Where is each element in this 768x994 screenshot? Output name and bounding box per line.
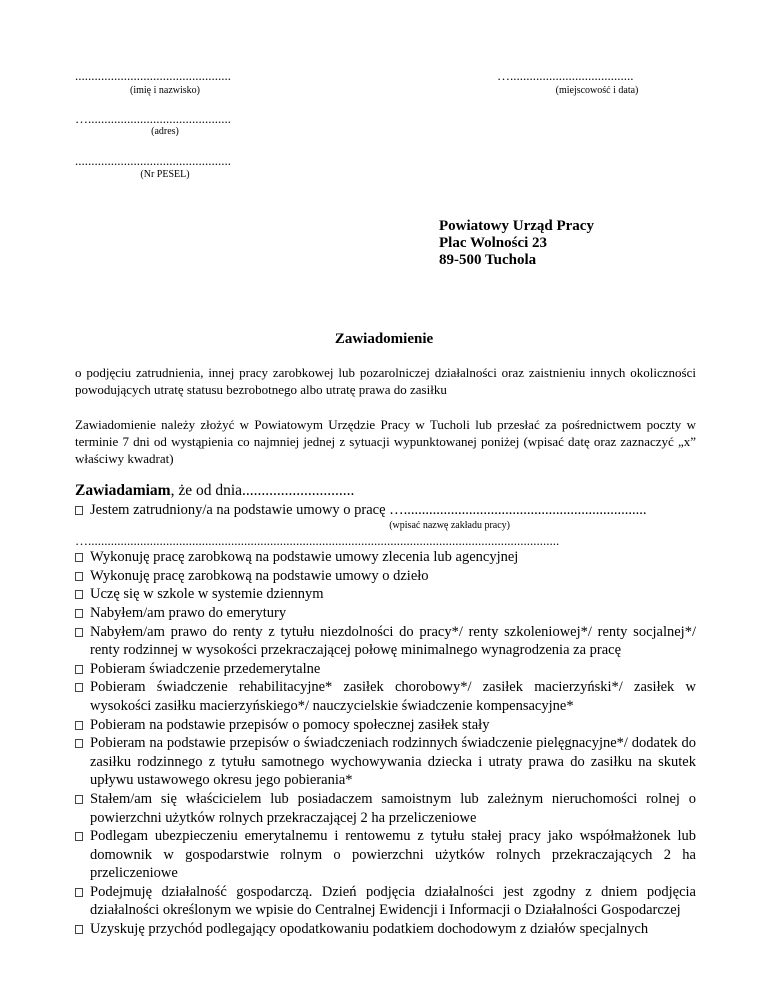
option-text: Pobieram na podstawie przepisów o świadczeniach rodzinnych świadczenie pielęgnacyjne*/ dodatek do zasiłku rodzinnego z tytułu samotnego wychowywania dziecka i utraty prawa do zasiłku na skutek upływu ustawowego okresu jego pobierania*	[90, 735, 696, 789]
option-text: Pobieram świadczenie przedemerytalne	[90, 660, 321, 677]
checkbox[interactable]	[75, 506, 83, 515]
option-text: Wykonuję pracę zarobkową na podstawie umowy o dzieło	[90, 567, 429, 584]
recipient-line-1: Powiatowy Urząd Pracy	[439, 218, 594, 234]
instruction-paragraph: Zawiadomienie należy złożyć w Powiatowym Urzędzie Pracy w Tucholi lub przesłać za pośrednictwem poczty w terminie 7 dni od wystąpienia co najmniej jednej z sytuacji wypunktowanej poniżej (wpisać datę oraz zaznaczyć „x” właściwy kwadrat)	[75, 417, 696, 466]
employer-field[interactable]: ….................................................................................................................................................	[75, 533, 560, 549]
option-item[interactable]	[75, 678, 696, 715]
checkbox[interactable]	[75, 590, 83, 599]
employment-text: Jestem zatrudniony/a na podstawie umowy o pracę …...................................................................	[90, 501, 647, 518]
checkbox[interactable]	[75, 628, 83, 637]
checkbox[interactable]	[75, 888, 83, 897]
declaration-section	[75, 482, 696, 939]
option-item[interactable]	[75, 920, 696, 939]
option-item[interactable]	[75, 827, 696, 883]
checkbox[interactable]	[75, 832, 83, 841]
declaration-lead	[75, 482, 696, 501]
option-text: Podlegam ubezpieczeniu emerytalnemu i rentowemu z tytułu stałej pracy jako współmałżonek lub domownik w gospodarstwie rolnym o powierzchni użytków rolnych przekraczających 2 ha przeliczeniowe	[90, 828, 696, 882]
declaration-lead-bold: Zawiadamiam	[75, 482, 171, 499]
checkbox[interactable]	[75, 739, 83, 748]
recipient-line-3: 89-500 Tuchola	[439, 252, 537, 268]
recipient-address	[439, 218, 594, 269]
option-item[interactable]	[75, 883, 696, 920]
option-item[interactable]	[75, 790, 696, 827]
option-text: Uczę się w szkole w systemie dziennym	[90, 586, 324, 603]
option-text: Podejmuję działalność gospodarczą. Dzień podjęcia działalności jest zgodny z dniem podjęcia działalności określonym we wpisie do Centralnej Ewidencji i Informacji o Działalności Gospodarczej	[90, 883, 696, 919]
option-item[interactable]	[75, 623, 696, 660]
address-label: (adres)	[151, 126, 179, 137]
pesel-field[interactable]: ................................................	[75, 153, 231, 168]
checkbox[interactable]	[75, 609, 83, 618]
checkbox[interactable]	[75, 683, 83, 692]
checkbox[interactable]	[75, 553, 83, 562]
intro-paragraph: o podjęciu zatrudnienia, innej pracy zarobkowej lub pozarolniczej działalności oraz zaistnieniu innych okoliczności powodujących utratę statusu bezrobotnego albo utratę prawa do zasiłku	[75, 365, 696, 397]
employer-label: (wpisać nazwę zakładu pracy)	[389, 520, 510, 532]
options-list	[75, 548, 696, 938]
option-text: Nabyłem/am prawo do renty z tytułu niezdolności do pracy*/ renty szkoleniowej*/ renty socjalnej*/ renty rodzinnej w wysokości przekraczającej połowę minimalnego wynagrodzenia za pracę	[90, 623, 696, 659]
option-item[interactable]	[75, 567, 696, 586]
option-item[interactable]	[75, 716, 696, 735]
option-item[interactable]	[75, 604, 696, 623]
option-text: Wykonuję pracę zarobkową na podstawie umowy zlecenia lub agencyjnej	[90, 549, 519, 566]
option-item[interactable]	[75, 585, 696, 604]
option-text: Stałem/am się właścicielem lub posiadaczem samoistnym lub zależnym nieruchomości rolnej o powierzchni użytków rolnych przekraczającej 2 ha przeliczeniowe	[90, 790, 696, 826]
option-item[interactable]	[75, 548, 696, 567]
checkbox[interactable]	[75, 721, 83, 730]
checkbox[interactable]	[75, 925, 83, 934]
checkbox[interactable]	[75, 795, 83, 804]
recipient-line-2: Plac Wolności 23	[439, 235, 548, 251]
name-field[interactable]: ................................................	[75, 68, 231, 83]
option-item[interactable]	[75, 734, 696, 790]
place-date-field[interactable]: …......................................	[497, 68, 634, 83]
employment-item[interactable]	[75, 501, 696, 520]
pesel-label: (Nr PESEL)	[140, 169, 190, 180]
option-text: Pobieram na podstawie przepisów o pomocy społecznej zasiłek stały	[90, 716, 490, 733]
date-field[interactable]: , że od dnia.............................	[170, 482, 355, 499]
address-field[interactable]: …............................................	[75, 111, 231, 126]
option-item[interactable]	[75, 660, 696, 679]
option-text: Uzyskuję przychód podlegający opodatkowaniu podatkiem dochodowym z działów specjalnych	[90, 921, 649, 938]
checkbox[interactable]	[75, 665, 83, 674]
name-label: (imię i nazwisko)	[130, 85, 200, 96]
place-date-label: (miejscowość i data)	[555, 85, 639, 96]
checkbox[interactable]	[75, 572, 83, 581]
document-title: Zawiadomienie	[334, 331, 434, 347]
option-text: Nabyłem/am prawo do emerytury	[90, 604, 287, 621]
option-text: Pobieram świadczenie rehabilitacyjne* zasiłek chorobowy*/ zasiłek macierzyński*/ zasiłek w wysokości zasiłku macierzyńskiego*/ nauczycielskie świadczenie kompensacyjne*	[90, 679, 696, 714]
